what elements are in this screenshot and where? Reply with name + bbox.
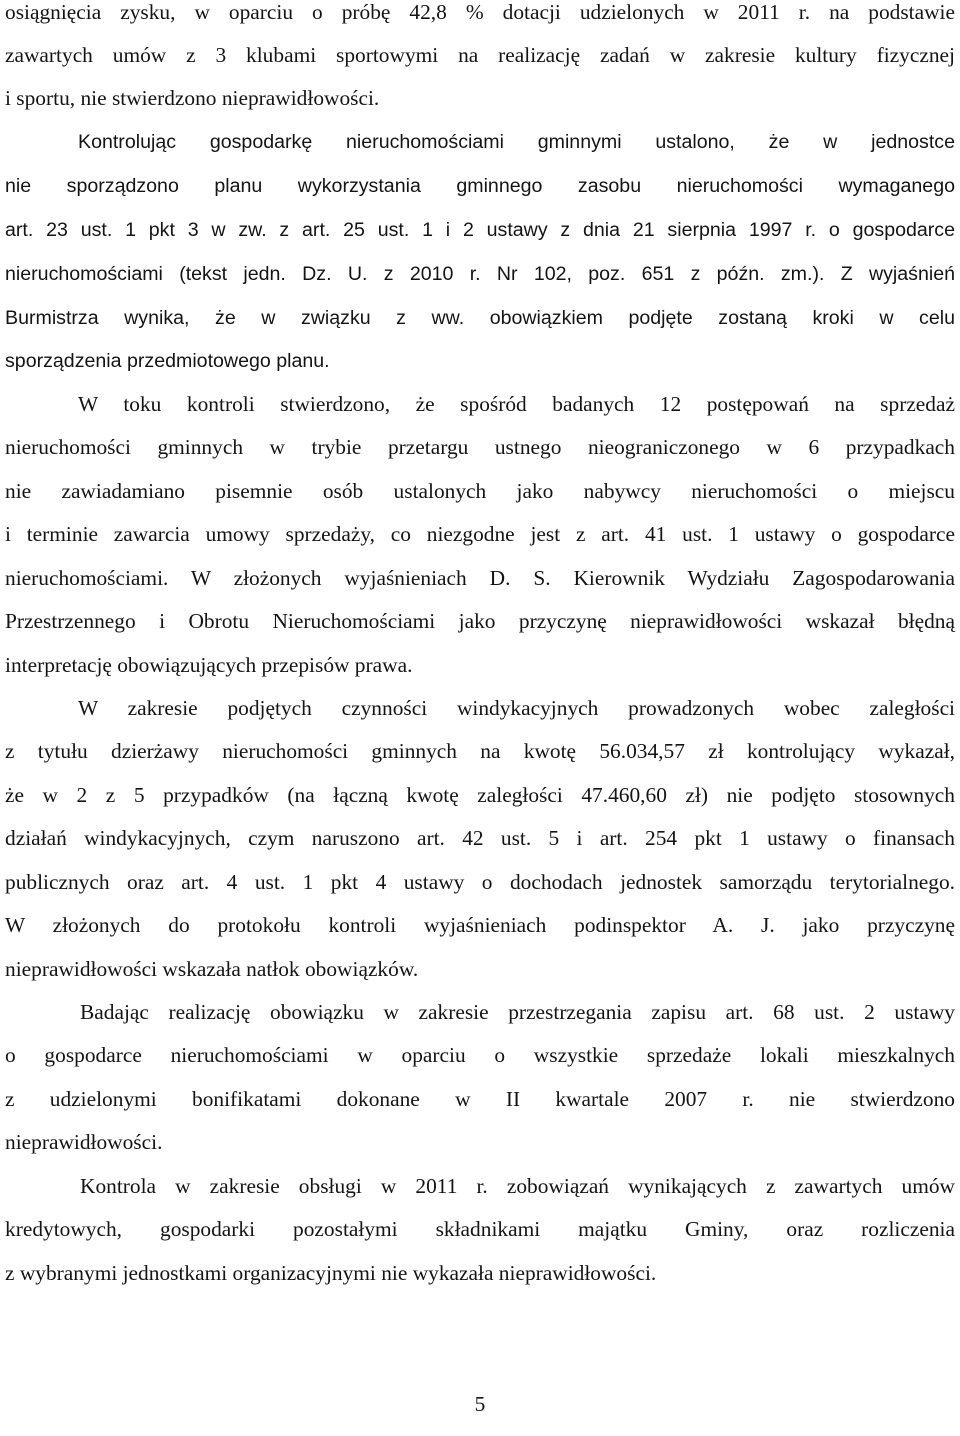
text-line: z tytułu dzierżawy nieruchomości gminnych na kwotę 56.034,57 zł kontrolujący wykazał, [5,739,955,763]
text-line: z wybranymi jednostkami organizacyjnymi nie wykazała nieprawidłowości. [5,1261,657,1285]
text-line: nieruchomościami (tekst jedn. Dz. U. z 2010 r. Nr 102, poz. 651 z późn. zm.). Z wyjaśnień [5,263,955,285]
text-line: nieprawidłowości. [5,1130,163,1154]
text-line: sporządzenia przedmiotowego planu. [5,350,330,372]
text-line: art. 23 ust. 1 pkt 3 w zw. z art. 25 ust. 1 i 2 ustawy z dnia 21 sierpnia 1997 r. o gospodarce [5,219,955,241]
text-line: i sportu, nie stwierdzono nieprawidłowości. [5,86,380,110]
text-line: o gospodarce nieruchomościami w oparciu o wszystkie sprzedaże lokali mieszkalnych [5,1043,955,1067]
text-line: publicznych oraz art. 4 ust. 1 pkt 4 ustawy o dochodach jednostek samorządu terytorialnego. [5,870,955,894]
text-line: interpretację obowiązujących przepisów prawa. [5,653,413,677]
paragraph-first-line: Kontrolując gospodarkę nieruchomościami gminnymi ustalono, że w jednostce [78,131,955,153]
text-line: nie sporządzono planu wykorzystania gminnego zasobu nieruchomości wymaganego [5,175,955,197]
text-line: z udzielonymi bonifikatami dokonane w II kwartale 2007 r. nie stwierdzono [5,1087,955,1111]
text-line: osiągnięcia zysku, w oparciu o próbę 42,8 % dotacji udzielonych w 2011 r. na podstawie [5,0,955,24]
paragraph-first-line: W toku kontroli stwierdzono, że spośród badanych 12 postępowań na sprzedaż [78,392,955,416]
text-line: Burmistrza wynika, że w związku z ww. obowiązkiem podjęte zostaną kroki w celu [5,307,955,329]
paragraph-first-line: W zakresie podjętych czynności windykacyjnych prowadzonych wobec zaległości [78,696,955,720]
text-line: że w 2 z 5 przypadków (na łączną kwotę zaległości 47.460,60 zł) nie podjęto stosownych [5,783,955,807]
text-line: nieruchomości gminnych w trybie przetargu ustnego nieograniczonego w 6 przypadkach [5,435,955,459]
text-line: i terminie zawarcia umowy sprzedaży, co niezgodne jest z art. 41 ust. 1 ustawy o gospodarce [5,522,955,546]
text-line: nie zawiadamiano pisemnie osób ustalonych jako nabywcy nieruchomości o miejscu [5,479,955,503]
text-line: nieprawidłowości wskazała natłok obowiązków. [5,957,419,981]
page-number: 5 [474,1392,486,1416]
text-line: zawartych umów z 3 klubami sportowymi na realizację zadań w zakresie kultury fizycznej [5,43,955,67]
paragraph-first-line: Kontrola w zakresie obsługi w 2011 r. zobowiązań wynikających z zawartych umów [80,1174,955,1198]
text-line: nieruchomościami. W złożonych wyjaśnieniach D. S. Kierownik Wydziału Zagospodarowania [5,566,955,590]
text-line: Przestrzennego i Obrotu Nieruchomościami jako przyczynę nieprawidłowości wskazał błędną [5,609,955,633]
paragraph-first-line: Badając realizację obowiązku w zakresie przestrzegania zapisu art. 68 ust. 2 ustawy [80,1000,955,1024]
text-line: działań windykacyjnych, czym naruszono art. 42 ust. 5 i art. 254 pkt 1 ustawy o finansach [5,826,955,850]
text-line: W złożonych do protokołu kontroli wyjaśnieniach podinspektor A. J. jako przyczynę [5,913,955,937]
text-line: kredytowych, gospodarki pozostałymi składnikami majątku Gminy, oraz rozliczenia [5,1217,955,1241]
